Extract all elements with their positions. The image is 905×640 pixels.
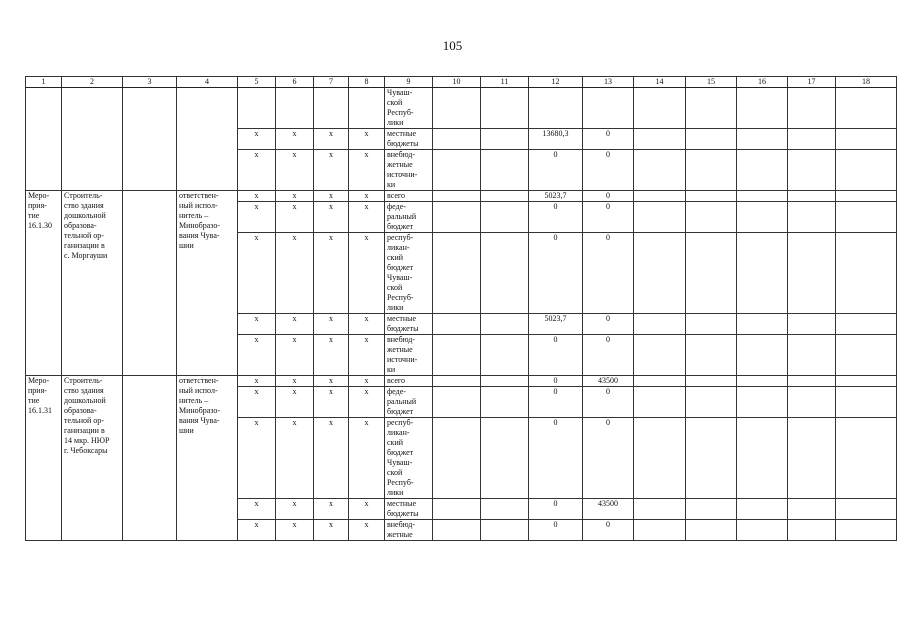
executor: ответствен- ный испол- нитель – Минобразо- вания Чува- шии: [177, 376, 238, 541]
funding-source: Чуваш- ской Респуб- лики: [385, 88, 433, 129]
empty-cell: [836, 129, 897, 150]
column-number: 16: [737, 77, 788, 88]
empty-cell: [788, 129, 836, 150]
value-col-13: 0: [583, 233, 634, 314]
mark-cell: [238, 88, 276, 129]
mark-cell: х: [314, 335, 349, 376]
mark-cell: [349, 88, 385, 129]
empty-cell: [737, 335, 788, 376]
empty-cell: [481, 202, 529, 233]
funding-source: феде- ральный бюджет: [385, 387, 433, 418]
empty-cell: [836, 88, 897, 129]
empty-cell: [788, 520, 836, 541]
value-col-13: 0: [583, 202, 634, 233]
table-row: [26, 88, 897, 129]
column-number: 8: [349, 77, 385, 88]
empty-cell: [686, 88, 737, 129]
value-col-12: 0: [529, 499, 583, 520]
funding-source: местные бюджеты: [385, 314, 433, 335]
empty-cell: [737, 376, 788, 387]
empty-cell: [788, 418, 836, 499]
mark-cell: х: [276, 191, 314, 202]
mark-cell: х: [314, 387, 349, 418]
empty-cell: [634, 314, 686, 335]
mark-cell: х: [276, 335, 314, 376]
empty-cell: [634, 129, 686, 150]
mark-cell: х: [276, 233, 314, 314]
funding-source: всего: [385, 376, 433, 387]
empty-cell: [788, 387, 836, 418]
column-number: 10: [433, 77, 481, 88]
empty-cell: [481, 376, 529, 387]
value-col-13: 43500: [583, 376, 634, 387]
value-col-13: 0: [583, 129, 634, 150]
empty-cell: [686, 233, 737, 314]
mark-cell: х: [349, 376, 385, 387]
mark-cell: х: [276, 314, 314, 335]
empty-cell: [123, 376, 177, 541]
empty-cell: [788, 233, 836, 314]
empty-cell: [634, 499, 686, 520]
value-col-13: 0: [583, 191, 634, 202]
mark-cell: х: [238, 202, 276, 233]
mark-cell: х: [276, 418, 314, 499]
table-row: [26, 191, 897, 202]
column-number: 12: [529, 77, 583, 88]
empty-cell: [433, 335, 481, 376]
continuation-cell: [26, 88, 62, 191]
executor: ответствен- ный испол- нитель – Минобразо- вания Чува- шии: [177, 191, 238, 376]
mark-cell: х: [349, 150, 385, 191]
empty-cell: [737, 129, 788, 150]
mark-cell: х: [276, 499, 314, 520]
empty-cell: [634, 387, 686, 418]
mark-cell: х: [314, 202, 349, 233]
empty-cell: [686, 150, 737, 191]
mark-cell: х: [349, 202, 385, 233]
column-number: 17: [788, 77, 836, 88]
empty-cell: [433, 314, 481, 335]
empty-cell: [481, 129, 529, 150]
mark-cell: х: [349, 233, 385, 314]
empty-cell: [788, 335, 836, 376]
empty-cell: [788, 88, 836, 129]
empty-cell: [836, 233, 897, 314]
continuation-cell: [62, 88, 123, 191]
value-col-13: 43500: [583, 499, 634, 520]
value-col-13: 0: [583, 335, 634, 376]
empty-cell: [634, 335, 686, 376]
empty-cell: [836, 314, 897, 335]
mark-cell: х: [238, 499, 276, 520]
mark-cell: х: [238, 129, 276, 150]
mark-cell: х: [314, 520, 349, 541]
empty-cell: [686, 499, 737, 520]
empty-cell: [686, 191, 737, 202]
empty-cell: [686, 418, 737, 499]
empty-cell: [737, 520, 788, 541]
empty-cell: [737, 233, 788, 314]
empty-cell: [433, 202, 481, 233]
value-col-12: 0: [529, 233, 583, 314]
empty-cell: [481, 335, 529, 376]
value-col-13: 0: [583, 418, 634, 499]
value-col-13: 0: [583, 520, 634, 541]
empty-cell: [481, 150, 529, 191]
empty-cell: [481, 233, 529, 314]
mark-cell: [314, 88, 349, 129]
column-number: 13: [583, 77, 634, 88]
mark-cell: х: [314, 314, 349, 335]
empty-cell: [836, 499, 897, 520]
value-col-12: 5023,7: [529, 191, 583, 202]
mark-cell: х: [238, 233, 276, 314]
value-col-12: 0: [529, 202, 583, 233]
mark-cell: х: [276, 520, 314, 541]
empty-cell: [737, 314, 788, 335]
column-number: 9: [385, 77, 433, 88]
event-title: Строитель- ство здания дошкольной образова- тельной ор- ганизации в 14 мкр. НЮР г. Чебоксары: [62, 376, 123, 541]
value-col-12: 0: [529, 418, 583, 499]
empty-cell: [634, 233, 686, 314]
mark-cell: х: [238, 335, 276, 376]
column-number: 15: [686, 77, 737, 88]
value-col-12: 0: [529, 387, 583, 418]
empty-cell: [481, 191, 529, 202]
column-number: 11: [481, 77, 529, 88]
empty-cell: [737, 202, 788, 233]
empty-cell: [737, 418, 788, 499]
empty-cell: [433, 418, 481, 499]
budget-table: [25, 76, 897, 541]
column-number: 4: [177, 77, 238, 88]
mark-cell: х: [238, 520, 276, 541]
value-col-12: 13680,3: [529, 129, 583, 150]
funding-source: внебюд- жетные источни- ки: [385, 150, 433, 191]
mark-cell: х: [349, 191, 385, 202]
empty-cell: [433, 233, 481, 314]
empty-cell: [433, 129, 481, 150]
empty-cell: [737, 387, 788, 418]
empty-cell: [836, 376, 897, 387]
value-col-12: [529, 88, 583, 129]
mark-cell: [276, 88, 314, 129]
mark-cell: х: [314, 499, 349, 520]
empty-cell: [788, 499, 836, 520]
column-number: 5: [238, 77, 276, 88]
value-col-12: 0: [529, 520, 583, 541]
mark-cell: х: [276, 376, 314, 387]
empty-cell: [433, 499, 481, 520]
empty-cell: [433, 191, 481, 202]
empty-cell: [737, 150, 788, 191]
column-number: 7: [314, 77, 349, 88]
empty-cell: [836, 387, 897, 418]
mark-cell: х: [238, 150, 276, 191]
mark-cell: х: [349, 499, 385, 520]
empty-cell: [737, 88, 788, 129]
mark-cell: х: [276, 387, 314, 418]
empty-cell: [788, 202, 836, 233]
empty-cell: [836, 191, 897, 202]
empty-cell: [836, 202, 897, 233]
empty-cell: [433, 520, 481, 541]
mark-cell: х: [276, 129, 314, 150]
column-number: 2: [62, 77, 123, 88]
empty-cell: [481, 418, 529, 499]
mark-cell: х: [349, 129, 385, 150]
empty-cell: [433, 387, 481, 418]
empty-cell: [788, 314, 836, 335]
value-col-12: 0: [529, 376, 583, 387]
funding-source: внебюд- жетные: [385, 520, 433, 541]
empty-cell: [634, 520, 686, 541]
table-row: [26, 376, 897, 387]
mark-cell: х: [238, 376, 276, 387]
funding-source: местные бюджеты: [385, 129, 433, 150]
funding-source: внебюд- жетные источни- ки: [385, 335, 433, 376]
empty-cell: [788, 150, 836, 191]
mark-cell: х: [314, 376, 349, 387]
mark-cell: х: [238, 418, 276, 499]
value-col-13: 0: [583, 387, 634, 418]
mark-cell: х: [276, 202, 314, 233]
page-number: 105: [442, 38, 463, 53]
mark-cell: х: [238, 191, 276, 202]
header-row: [26, 77, 897, 88]
empty-cell: [634, 376, 686, 387]
empty-cell: [737, 499, 788, 520]
continuation-cell: [177, 88, 238, 191]
empty-cell: [686, 520, 737, 541]
column-number: 3: [123, 77, 177, 88]
funding-source: респуб- ликан- ский бюджет Чуваш- ской Респуб- лики: [385, 233, 433, 314]
event-title: Строитель- ство здания дошкольной образова- тельной ор- ганизации в с. Моргауши: [62, 191, 123, 376]
column-number: 1: [26, 77, 62, 88]
empty-cell: [686, 314, 737, 335]
mark-cell: х: [349, 387, 385, 418]
mark-cell: х: [349, 418, 385, 499]
empty-cell: [634, 202, 686, 233]
empty-cell: [634, 150, 686, 191]
empty-cell: [433, 376, 481, 387]
value-col-12: 5023,7: [529, 314, 583, 335]
column-number: 14: [634, 77, 686, 88]
empty-cell: [737, 191, 788, 202]
mark-cell: х: [314, 191, 349, 202]
funding-source: феде- ральный бюджет: [385, 202, 433, 233]
empty-cell: [634, 88, 686, 129]
event-code: Меро- прия- тие 16.1.30: [26, 191, 62, 376]
mark-cell: х: [276, 150, 314, 191]
funding-source: местные бюджеты: [385, 499, 433, 520]
empty-cell: [481, 88, 529, 129]
value-col-13: 0: [583, 314, 634, 335]
empty-cell: [481, 520, 529, 541]
empty-cell: [836, 150, 897, 191]
event-code: Меро- прия- тие 16.1.31: [26, 376, 62, 541]
empty-cell: [686, 129, 737, 150]
mark-cell: х: [314, 129, 349, 150]
empty-cell: [788, 376, 836, 387]
empty-cell: [123, 191, 177, 376]
mark-cell: х: [314, 418, 349, 499]
empty-cell: [836, 418, 897, 499]
column-number: 18: [836, 77, 897, 88]
empty-cell: [481, 499, 529, 520]
value-col-13: 0: [583, 150, 634, 191]
value-col-12: 0: [529, 150, 583, 191]
continuation-cell: [123, 88, 177, 191]
mark-cell: х: [314, 150, 349, 191]
empty-cell: [634, 418, 686, 499]
empty-cell: [433, 150, 481, 191]
mark-cell: х: [349, 335, 385, 376]
empty-cell: [686, 376, 737, 387]
mark-cell: х: [238, 314, 276, 335]
empty-cell: [481, 387, 529, 418]
empty-cell: [481, 314, 529, 335]
mark-cell: х: [349, 314, 385, 335]
empty-cell: [788, 191, 836, 202]
mark-cell: х: [314, 233, 349, 314]
funding-source: респуб- ликан- ский бюджет Чуваш- ской Респуб- лики: [385, 418, 433, 499]
empty-cell: [836, 520, 897, 541]
empty-cell: [836, 335, 897, 376]
column-number: 6: [276, 77, 314, 88]
mark-cell: х: [349, 520, 385, 541]
mark-cell: х: [238, 387, 276, 418]
empty-cell: [634, 191, 686, 202]
value-col-13: [583, 88, 634, 129]
empty-cell: [686, 202, 737, 233]
empty-cell: [433, 88, 481, 129]
value-col-12: 0: [529, 335, 583, 376]
empty-cell: [686, 335, 737, 376]
funding-source: всего: [385, 191, 433, 202]
empty-cell: [686, 387, 737, 418]
